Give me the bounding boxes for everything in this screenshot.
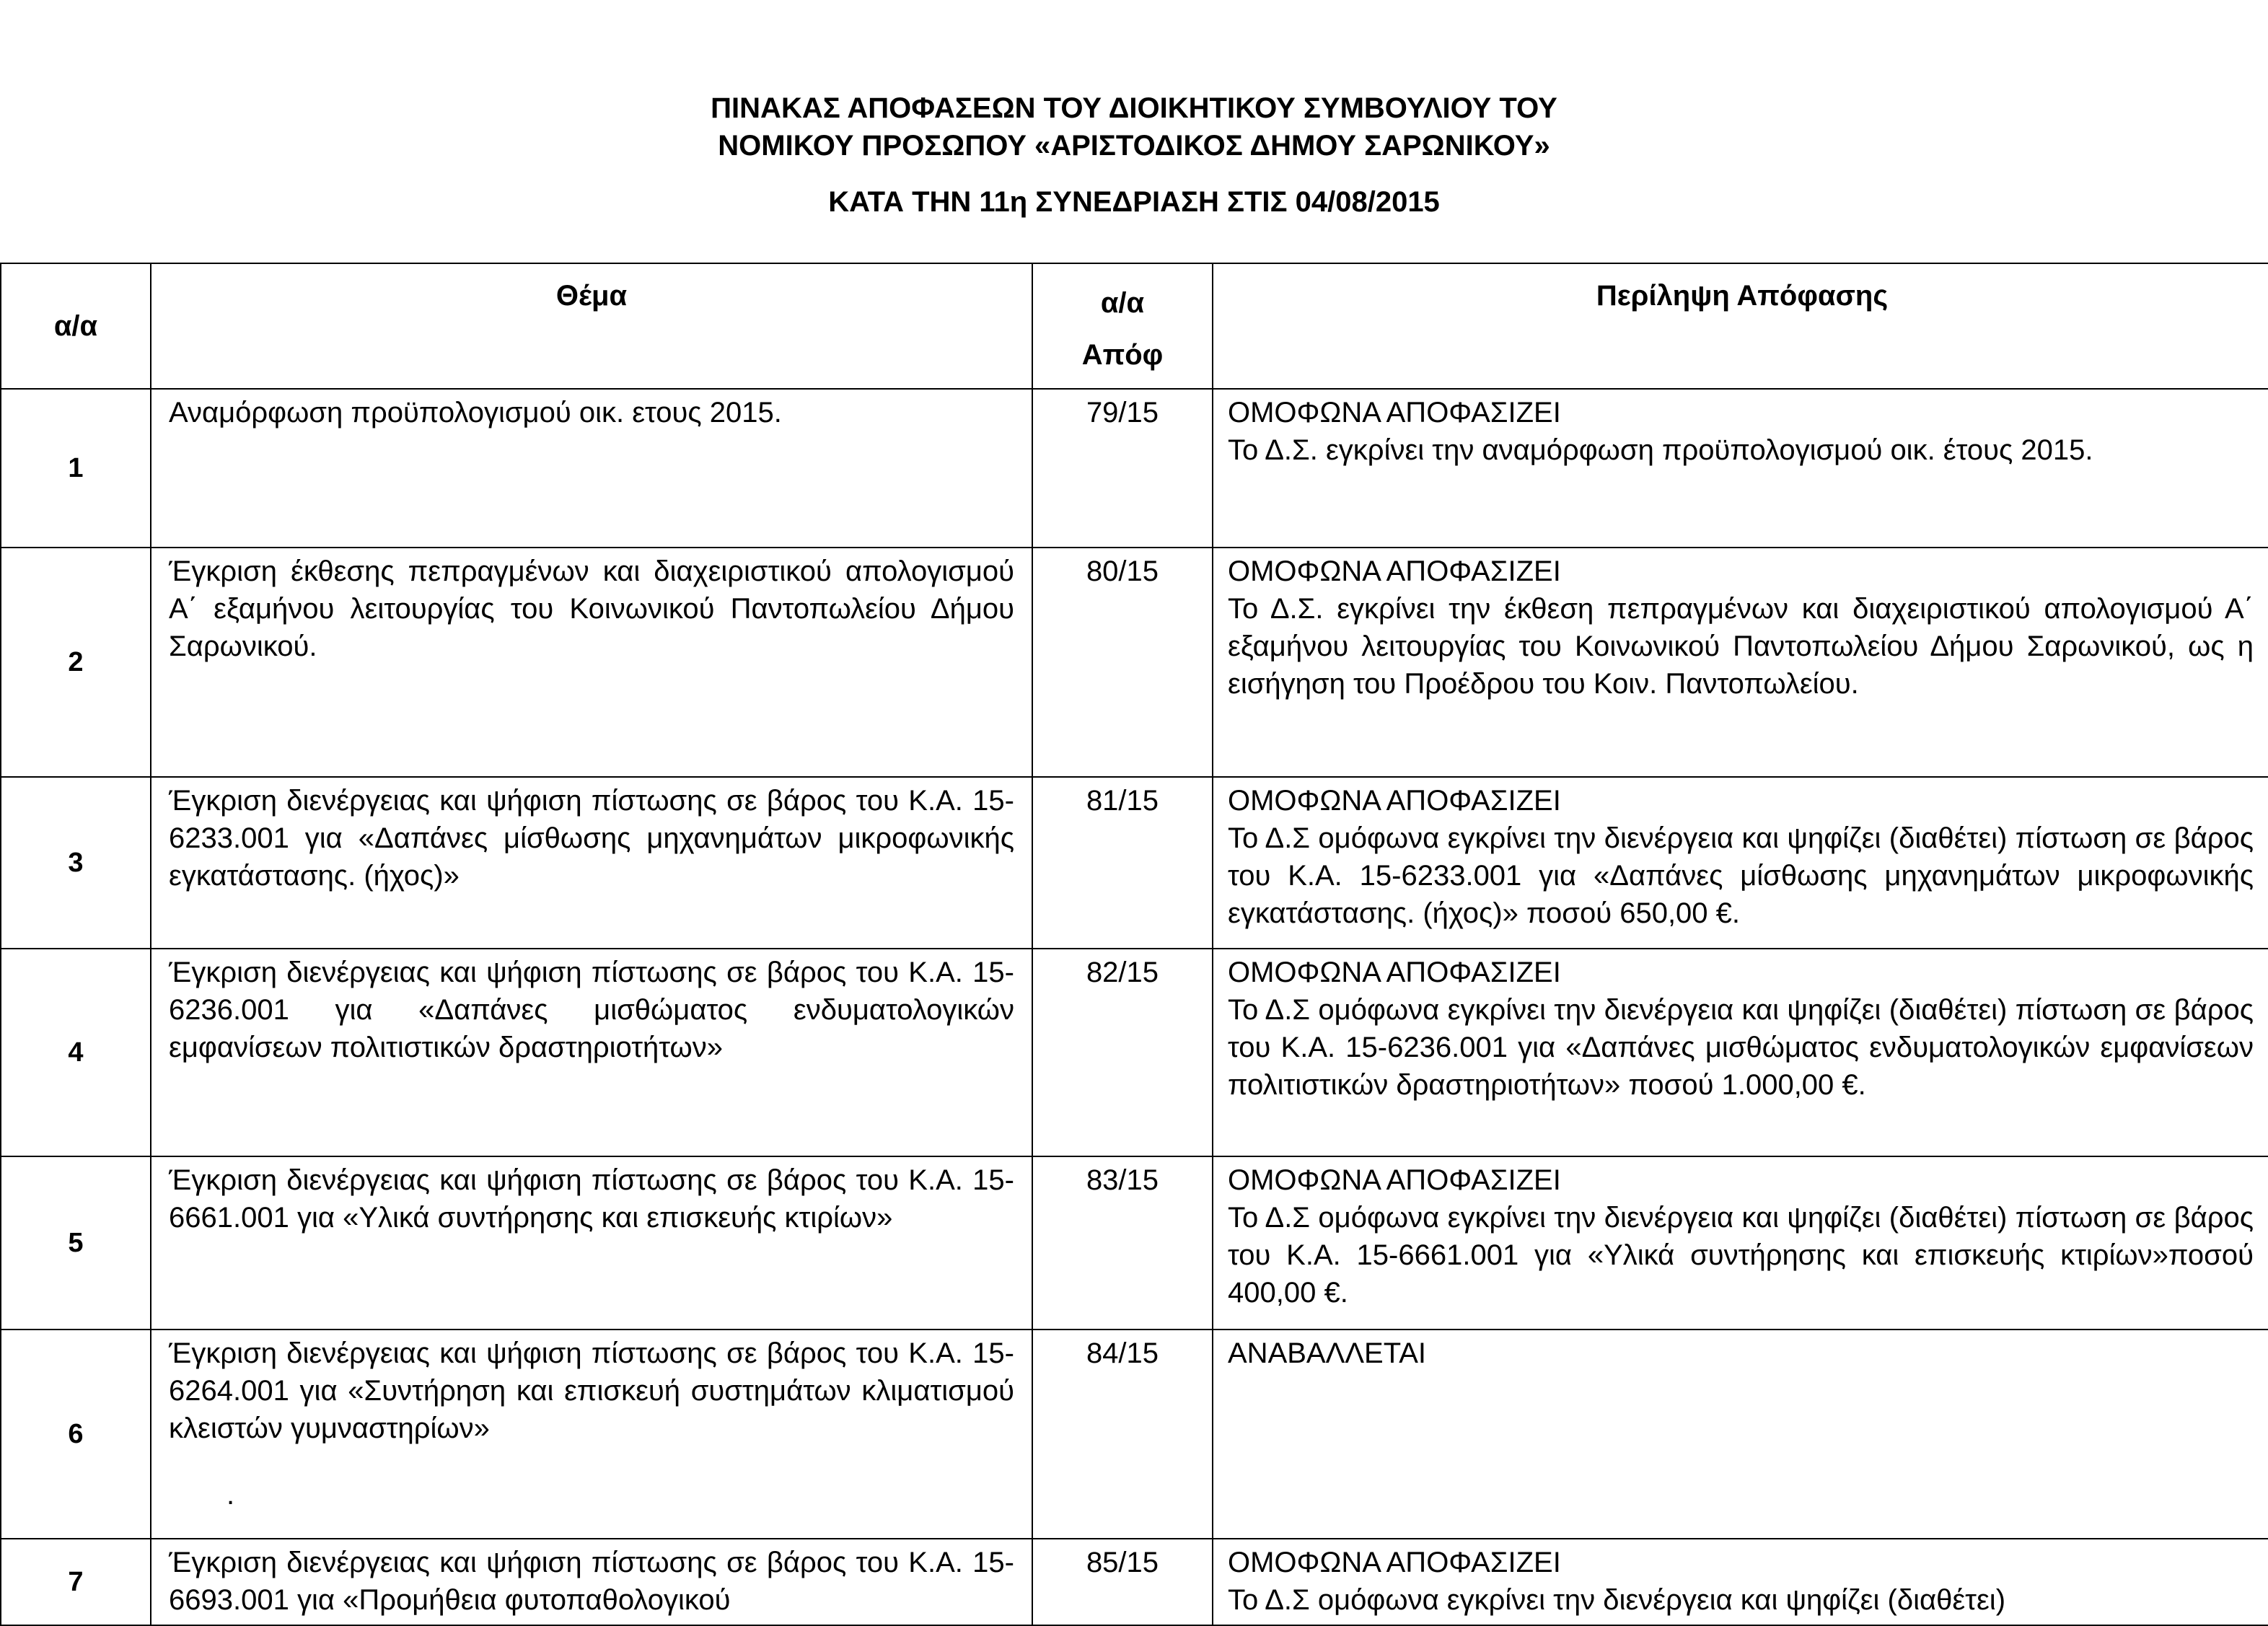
row-summary bbox=[1213, 1156, 2268, 1330]
row-theme: Αναμόρφωση προϋπολογισμού οικ. ετους 2015. bbox=[151, 389, 1032, 548]
row-status: ΟΜΟΦΩΝΑ ΑΠΟΦΑΣΙΖΕΙ bbox=[1228, 1547, 1561, 1578]
row-theme: Έγκριση διενέργειας και ψήφιση πίστωσης σε βάρος του Κ.Α. 15-6233.001 για «Δαπάνες μίσθωσης μηχανημάτων μικροφωνικής εγκατάστασης. (ήχος)» bbox=[151, 777, 1032, 949]
decisions-table bbox=[0, 263, 2268, 1626]
table-header-row bbox=[1, 263, 2268, 389]
row-number: 6 bbox=[1, 1330, 151, 1539]
row-decision-number: 84/15 bbox=[1032, 1330, 1213, 1539]
row-number: 1 bbox=[1, 389, 151, 548]
column-header-decision-number bbox=[1032, 263, 1213, 389]
row-number: 2 bbox=[1, 548, 151, 777]
row-theme-text: Έγκριση διενέργειας και ψήφιση πίστωσης σε βάρος του Κ.Α. 15-6264.001 για «Συντήρηση και επισκευή συστημάτων κλιματισμού κλειστών γυμναστηρίων» bbox=[169, 1337, 1014, 1444]
row-number: 7 bbox=[1, 1539, 151, 1625]
document-title-line-1: ΠΙΝΑΚΑΣ ΑΠΟΦΑΣΕΩΝ ΤΟΥ ΔΙΟΙΚΗΤΙΚΟΥ ΣΥΜΒΟΥΛΙΟΥ ΤΟΥ bbox=[711, 92, 1557, 124]
table-row bbox=[1, 777, 2268, 949]
table-row bbox=[1, 389, 2268, 548]
row-summary-text: Το Δ.Σ. εγκρίνει την έκθεση πεπραγμένων και διαχειριστικού απολογισμού Α΄ εξαμήνου λειτουργίας του Κοινωνικού Παντοπωλείου Δήμου Σαρωνικού, ως η εισήγηση του Προέδρου του Κοιν. Παντοπωλείου. bbox=[1228, 593, 2254, 700]
row-status: ΟΜΟΦΩΝΑ ΑΠΟΦΑΣΙΖΕΙ bbox=[1228, 785, 1561, 817]
table-row bbox=[1, 949, 2268, 1156]
row-summary bbox=[1213, 389, 2268, 548]
session-subtitle: ΚΑΤΑ ΤΗΝ 11η ΣΥΝΕΔΡΙΑΣΗ ΣΤΙΣ 04/08/2015 bbox=[828, 186, 1440, 218]
decision-header-line-2: Απόφ bbox=[1081, 339, 1164, 371]
row-summary-text: Το Δ.Σ ομόφωνα εγκρίνει την διενέργεια και ψηφίζει (διαθέτει) πίστωση σε βάρος του Κ.Α. 15-6233.001 για «Δαπάνες μίσθωσης μηχανημάτων μικροφωνικής εγκατάστασης. (ήχος)» ποσού 650,00 €. bbox=[1228, 822, 2254, 929]
row-theme: Έγκριση διενέργειας και ψήφιση πίστωσης σε βάρος του Κ.Α. 15-6661.001 για «Υλικά συντήρησης και επισκευής κτιρίων» bbox=[151, 1156, 1032, 1330]
column-header-theme: Θέμα bbox=[151, 263, 1032, 389]
row-summary bbox=[1213, 777, 2268, 949]
row-summary bbox=[1213, 1330, 2268, 1539]
decision-header-line-1: α/α bbox=[1100, 287, 1145, 319]
row-summary bbox=[1213, 949, 2268, 1156]
table-row bbox=[1, 1330, 2268, 1539]
row-theme bbox=[151, 1330, 1032, 1539]
row-decision-number: 82/15 bbox=[1032, 949, 1213, 1156]
row-summary-text: Το Δ.Σ. εγκρίνει την αναμόρφωση προϋπολογισμού οικ. έτους 2015. bbox=[1228, 434, 2093, 466]
row-status: ΟΜΟΦΩΝΑ ΑΠΟΦΑΣΙΖΕΙ bbox=[1228, 957, 1561, 988]
row-theme: Έγκριση έκθεσης πεπραγμένων και διαχειριστικού απολογισμού Α΄ εξαμήνου λειτουργίας του Κοινωνικού Παντοπωλείου Δήμου Σαρωνικού. bbox=[151, 548, 1032, 777]
row-number: 4 bbox=[1, 949, 151, 1156]
table-row bbox=[1, 1539, 2268, 1625]
document-title-line-2: ΝΟΜΙΚΟΥ ΠΡΟΣΩΠΟΥ «ΑΡΙΣΤΟΔΙΚΟΣ ΔΗΜΟΥ ΣΑΡΩΝΙΚΟΥ» bbox=[718, 130, 1550, 162]
row-decision-number: 81/15 bbox=[1032, 777, 1213, 949]
row-decision-number: 79/15 bbox=[1032, 389, 1213, 548]
row-decision-number: 85/15 bbox=[1032, 1539, 1213, 1625]
row-status: ΟΜΟΦΩΝΑ ΑΠΟΦΑΣΙΖΕΙ bbox=[1228, 397, 1561, 429]
row-summary bbox=[1213, 548, 2268, 777]
row-decision-number: 80/15 bbox=[1032, 548, 1213, 777]
row-status: ΑΝΑΒΑΛΛΕΤΑΙ bbox=[1228, 1337, 1426, 1369]
row-summary bbox=[1213, 1539, 2268, 1625]
row-decision-number: 83/15 bbox=[1032, 1156, 1213, 1330]
row-summary-text: Το Δ.Σ ομόφωνα εγκρίνει την διενέργεια και ψηφίζει (διαθέτει) πίστωση σε βάρος του Κ.Α. 15-6236.001 για «Δαπάνες μισθώματος ενδυματολογικών εμφανίσεων πολιτιστικών δραστηριοτήτων» ποσού 1.000,00 €. bbox=[1228, 994, 2254, 1101]
column-header-summary: Περίληψη Απόφασης bbox=[1213, 263, 2268, 389]
row-theme-extra: . bbox=[227, 1479, 235, 1511]
row-status: ΟΜΟΦΩΝΑ ΑΠΟΦΑΣΙΖΕΙ bbox=[1228, 555, 1561, 587]
row-number: 5 bbox=[1, 1156, 151, 1330]
table-row bbox=[1, 1156, 2268, 1330]
row-theme: Έγκριση διενέργειας και ψήφιση πίστωσης σε βάρος του Κ.Α. 15-6236.001 για «Δαπάνες μισθώματος ενδυματολογικών εμφανίσεων πολιτιστικών δραστηριοτήτων» bbox=[151, 949, 1032, 1156]
row-number: 3 bbox=[1, 777, 151, 949]
row-summary-text: Το Δ.Σ ομόφωνα εγκρίνει την διενέργεια και ψηφίζει (διαθέτει) bbox=[1228, 1584, 2006, 1616]
table-row bbox=[1, 548, 2268, 777]
row-summary-text: Το Δ.Σ ομόφωνα εγκρίνει την διενέργεια και ψηφίζει (διαθέτει) πίστωση σε βάρος του Κ.Α. 15-6661.001 για «Υλικά συντήρησης και επισκευής κτιρίων»ποσού 400,00 €. bbox=[1228, 1202, 2254, 1309]
column-header-number: α/α bbox=[1, 263, 151, 389]
row-theme: Έγκριση διενέργειας και ψήφιση πίστωσης σε βάρος του Κ.Α. 15-6693.001 για «Προμήθεια φυτοπαθολογικού bbox=[151, 1539, 1032, 1625]
row-status: ΟΜΟΦΩΝΑ ΑΠΟΦΑΣΙΖΕΙ bbox=[1228, 1164, 1561, 1196]
